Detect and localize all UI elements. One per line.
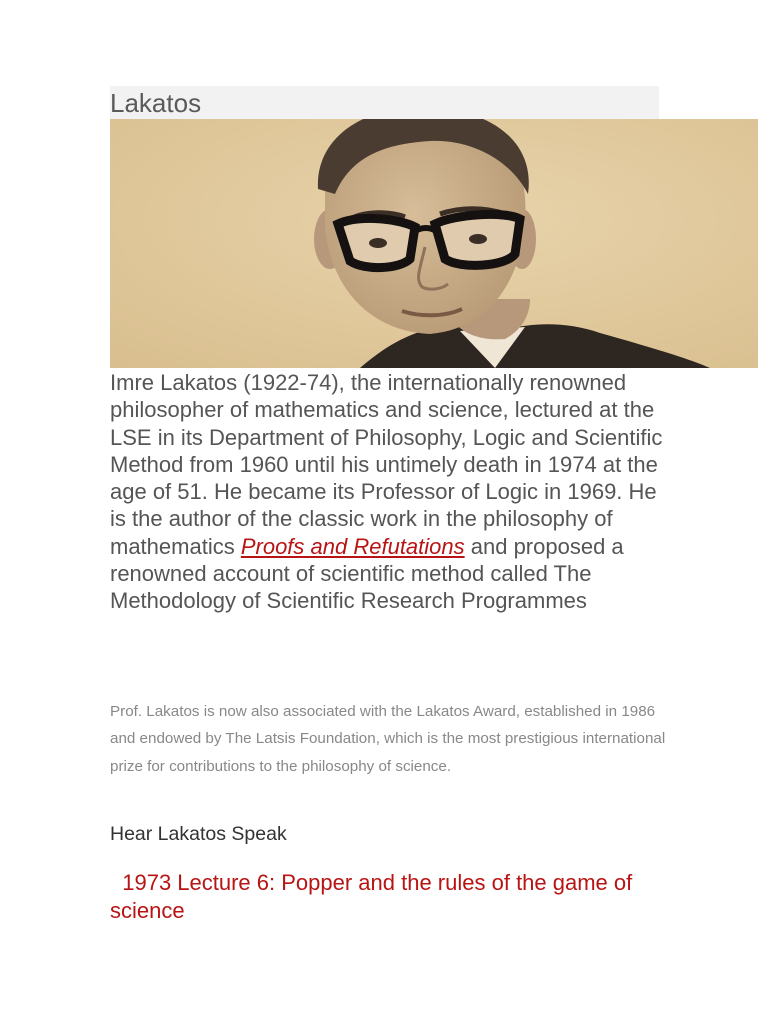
hear-lakatos-heading: Hear Lakatos Speak bbox=[110, 823, 287, 845]
portrait-photo bbox=[110, 119, 758, 368]
intro-text-after: and proposed a renowned account of scientific method called The Methodology of Scientific Research Programmes bbox=[110, 533, 624, 614]
award-paragraph: Prof. Lakatos is now also associated with the Lakatos Award, established in 1986 and endowed by The Latsis Foundation, which is the most prestigious international prize for contributions to the philosophy of science. bbox=[110, 703, 666, 775]
intro-text-before: Imre Lakatos (1922-74), the internationally renowned philosopher of mathematics and science, lectured at the LSE in its Department of Philosophy, Logic and Scientific Method from 1960 until his untimely death in 1974 at the age of 51. He became its Professor of Logic in 1969. He is the author of the classic work in the philosophy of mathematics bbox=[110, 370, 663, 559]
proofs-and-refutations-link[interactable]: Proofs and Refutations bbox=[240, 533, 465, 559]
page-title: Lakatos bbox=[110, 86, 659, 119]
lecture-6-link[interactable] bbox=[110, 869, 650, 925]
lecture-6-link-label: 1973 Lecture 6: Popper and the rules of the game of science bbox=[110, 870, 633, 923]
intro-paragraph bbox=[110, 369, 670, 615]
